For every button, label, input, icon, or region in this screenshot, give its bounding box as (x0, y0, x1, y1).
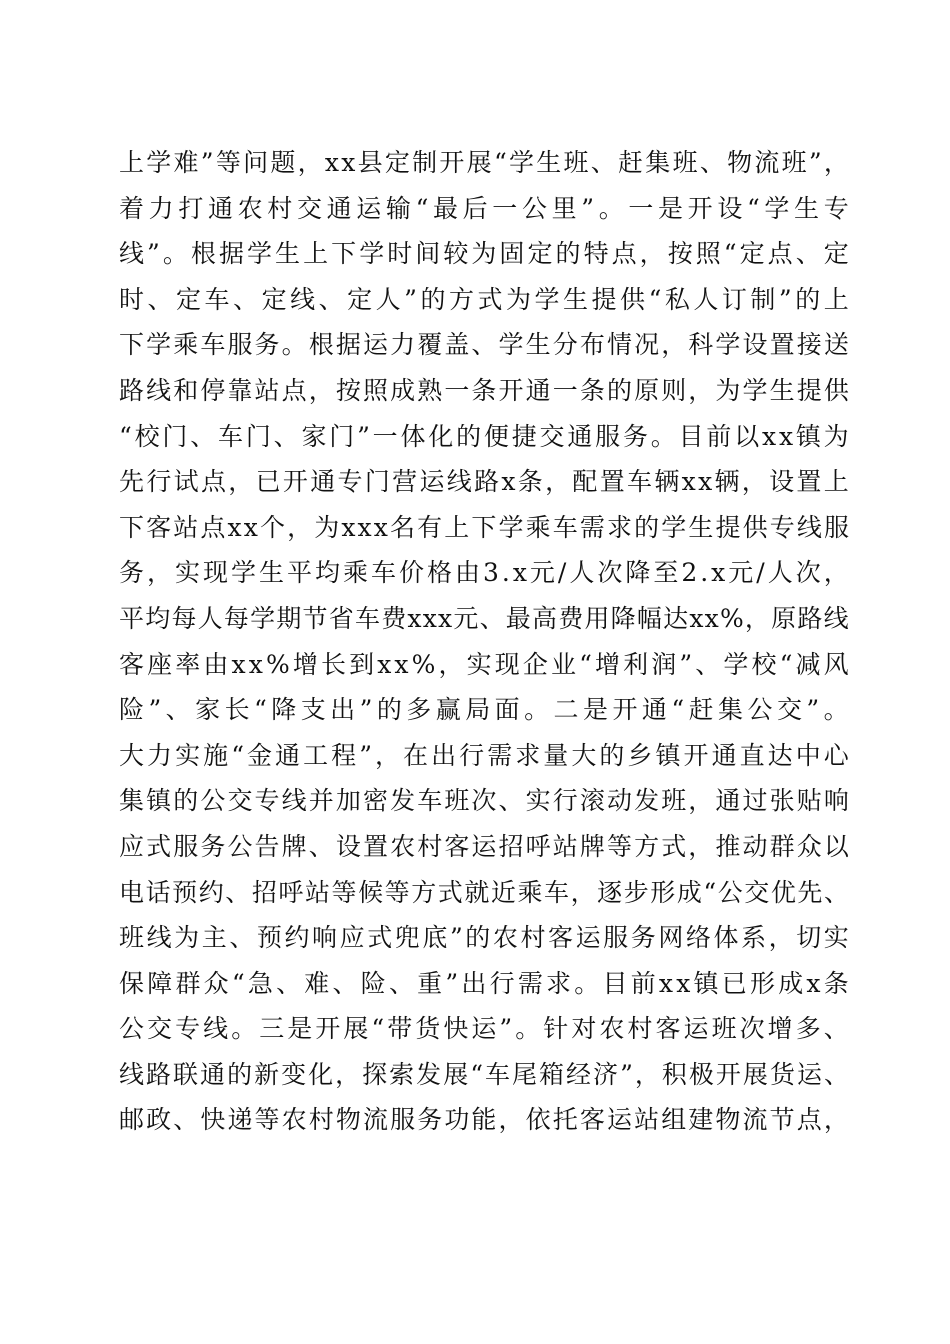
text-line: 时 、 定 车 、 定 线 、 定 人 ” 的 方 式 为 学 生 提 供 “ 私 人 订 制 ” 的 上 (119, 284, 849, 314)
text-line: 邮 政 、 快 递 等 农 村 物 流 服 务 功 能 ， 依 托 客 运 站 组 建 物 流 节 点 ， (119, 1105, 849, 1135)
text-line: 客 座 率 由 x x % 增 长 到 x x % ， 实 现 企 业 “ 增 利 润 ” 、 学 校 “ 减 风 (119, 649, 849, 679)
text-line: 应 式 服 务 公 告 牌 、 设 置 农 村 客 运 招 呼 站 牌 等 方 式 ， 推 动 群 众 以 (119, 831, 849, 861)
text-line: 下 学 乘 车 服 务 。 根 据 运 力 覆 盖 、 学 生 分 布 情 况 ， 科 学 设 置 接 送 (119, 330, 849, 360)
text-line: 平 均 每 人 每 学 期 节 省 车 费 x x x 元 、 最 高 费 用 降 幅 达 x x % ， 原 路 线 (119, 603, 849, 633)
text-line: 着 力 打 通 农 村 交 通 运 输 “ 最 后 一 公 里 ” 。 一 是 开 设 “ 学 生 专 (119, 193, 849, 223)
text-line: 保 障 群 众 “ 急 、 难 、 险 、 重 ” 出 行 需 求 。 目 前 x x 镇 已 形 成 x 条 (119, 968, 849, 998)
text-line: 班 线 为 主 、 预 约 响 应 式 兜 底 ” 的 农 村 客 运 服 务 网 络 体 系 ， 切 实 (119, 923, 849, 953)
text-line: 线 路 联 通 的 新 变 化 ， 探 索 发 展 “ 车 尾 箱 经 济 ” ， 积 极 开 展 货 运 、 (119, 1059, 849, 1089)
text-line: 公 交 专 线 。 三 是 开 展 “ 带 货 快 运 ” 。 针 对 农 村 客 运 班 次 增 多 、 (119, 1014, 849, 1044)
text-line: 上 学 难 ” 等 问 题 ， x x 县 定 制 开 展 “ 学 生 班 、 赶 集 班 、 物 流 班 ” ， (119, 148, 849, 177)
text-line: 路 线 和 停 靠 站 点 ， 按 照 成 熟 一 条 开 通 一 条 的 原 则 ， 为 学 生 提 供 (119, 375, 849, 405)
text-line: 务 ， 实 现 学 生 平 均 乘 车 价 格 由 3 . x 元 / 人 次 降 至 2 . x 元 / 人 次 ， (119, 558, 849, 588)
text-line: 电 话 预 约 、 招 呼 站 等 候 等 方 式 就 近 乘 车 ， 逐 步 形 成 “ 公 交 优 先 、 (119, 877, 849, 907)
text-line: 险 ” 、 家 长 “ 降 支 出 ” 的 多 赢 局 面 。 二 是 开 通 “ 赶 集 公 交 ” 。 (119, 695, 849, 725)
body-text (119, 140, 849, 1143)
text-line: 下 客 站 点 x x 个 ， 为 x x x 名 有 上 下 学 乘 车 需 求 的 学 生 提 供 专 线 服 (119, 512, 849, 542)
text-line: “ 校 门 、 车 门 、 家 门 ” 一 体 化 的 便 捷 交 通 服 务 。 目 前 以 x x 镇 为 (119, 421, 849, 451)
text-line: 大 力 实 施 “ 金 通 工 程 ” ， 在 出 行 需 求 量 大 的 乡 镇 开 通 直 达 中 心 (119, 740, 849, 770)
text-line: 集 镇 的 公 交 专 线 并 加 密 发 车 班 次 、 实 行 滚 动 发 班 ， 通 过 张 贴 响 (119, 786, 849, 816)
text-line: 线 ” 。 根 据 学 生 上 下 学 时 间 较 为 固 定 的 特 点 ， 按 照 “ 定 点 、 定 (119, 239, 849, 269)
text-line: 先 行 试 点 ， 已 开 通 专 门 营 运 线 路 x 条 ， 配 置 车 辆 x x 辆 ， 设 置 上 (119, 467, 849, 497)
